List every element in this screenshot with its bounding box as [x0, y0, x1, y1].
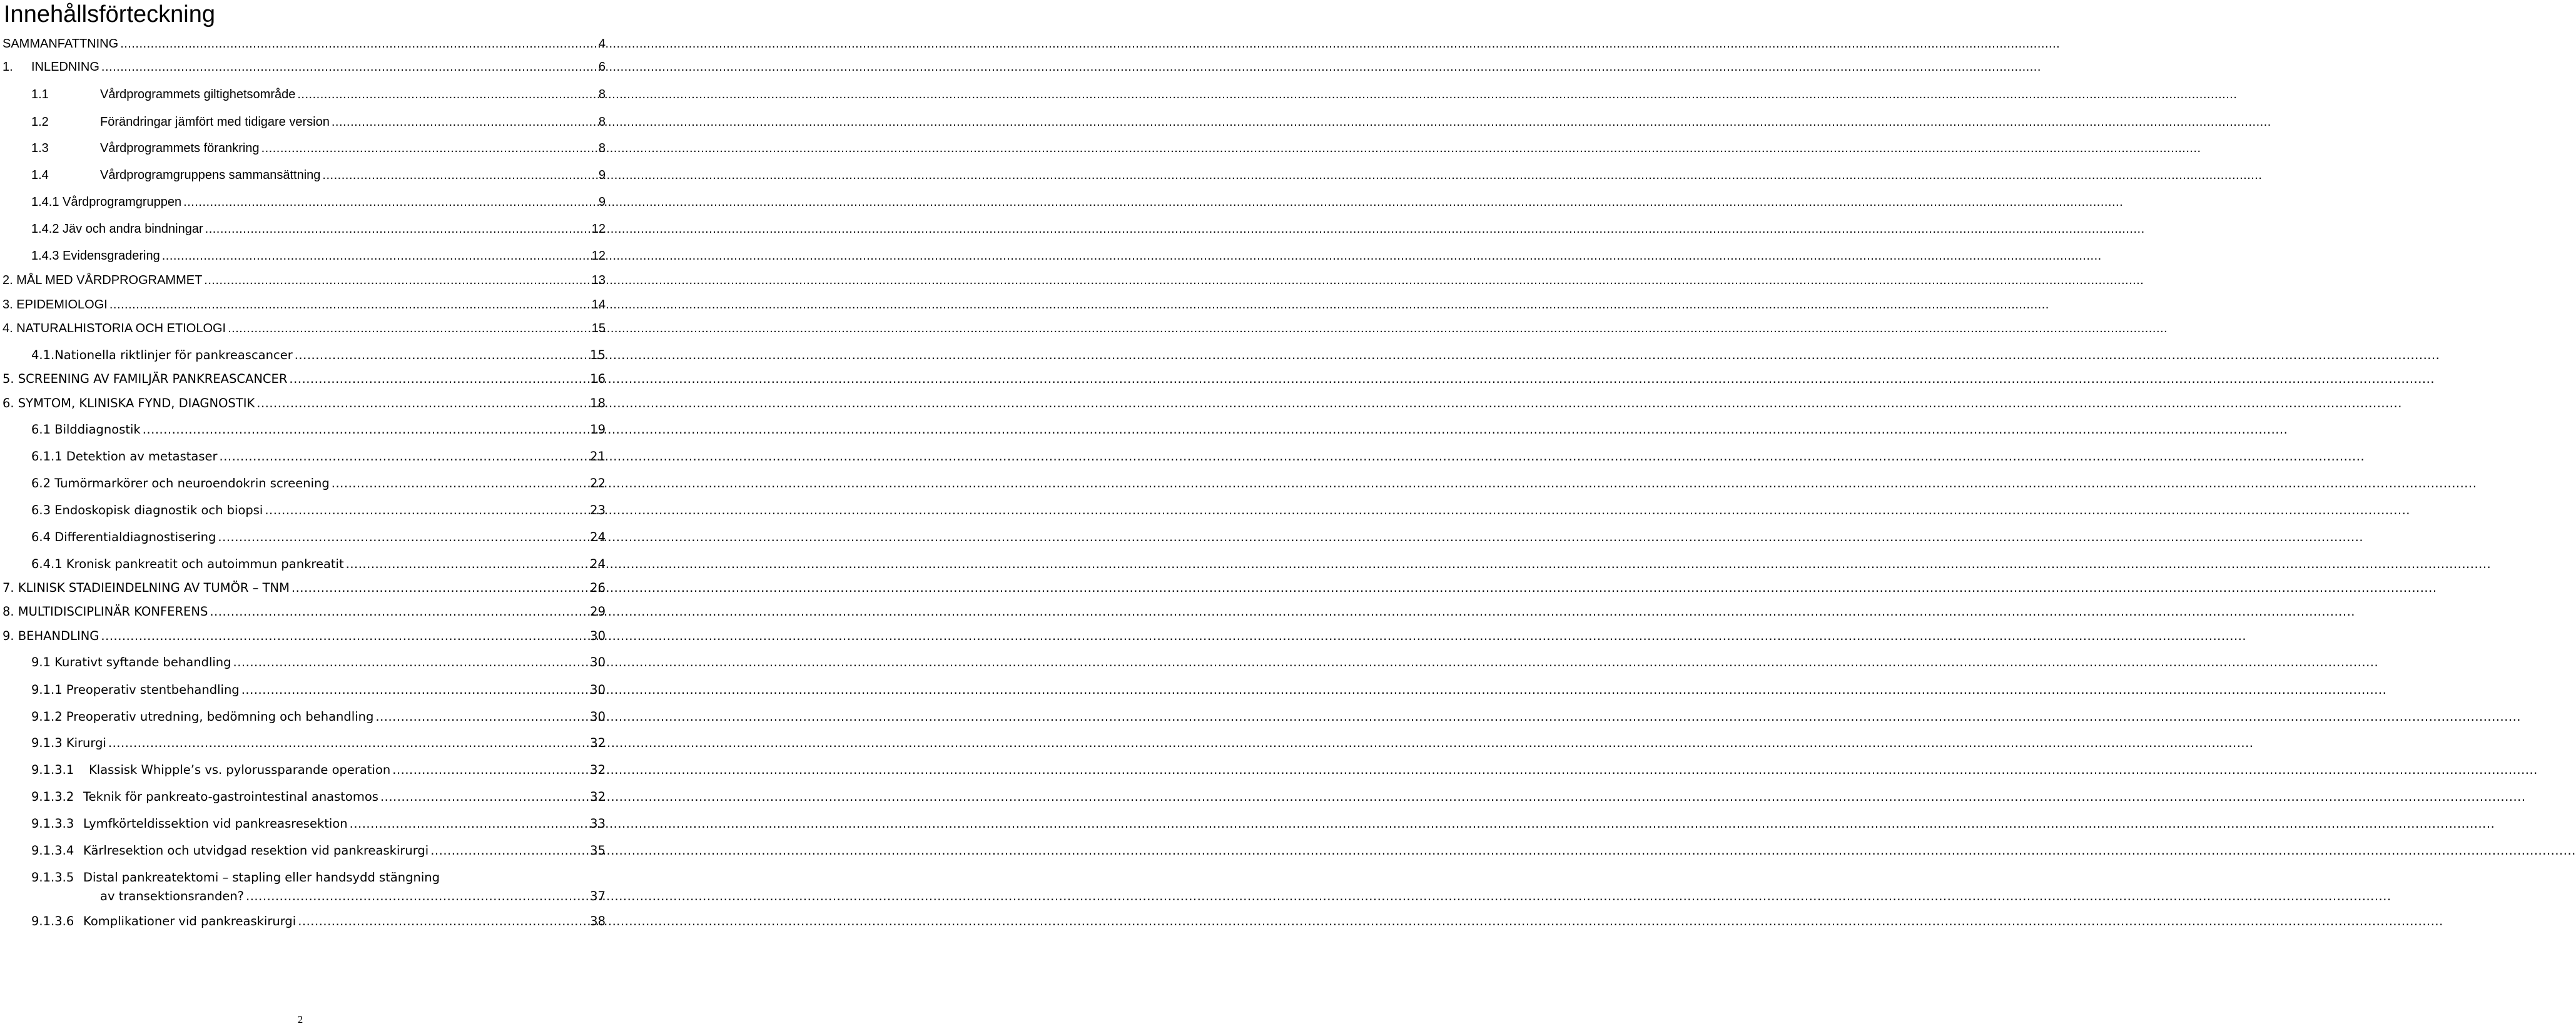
toc-entry-text: Teknik för pankreato-gastrointestinal anastomos [83, 790, 378, 804]
toc-entry[interactable] [0, 528, 606, 547]
toc-entry[interactable] [0, 474, 606, 493]
toc-entry-text: 9. BEHANDLING [3, 629, 99, 643]
toc-entry[interactable] [0, 139, 606, 158]
toc-entry-page: 32 [590, 736, 606, 750]
toc-entry[interactable] [0, 220, 606, 238]
toc-entry-text: 9.1 Kurativt syftande behandling [31, 655, 231, 669]
page-number: 2 [297, 1013, 303, 1025]
toc-entry[interactable] [0, 815, 606, 833]
toc-entry[interactable] [0, 319, 606, 338]
toc-entry[interactable] [0, 246, 606, 265]
toc-entry-page: 14 [591, 298, 606, 312]
toc-entry[interactable] [0, 85, 606, 104]
toc-entry[interactable] [0, 34, 606, 53]
toc-entry-page: 19 [590, 422, 606, 437]
toc-entry[interactable] [0, 653, 606, 672]
toc-leader [108, 734, 2254, 753]
toc-entry-page: 16 [590, 372, 606, 386]
toc-entry[interactable] [0, 113, 606, 131]
toc-entry-text: Komplikationer vid pankreaskirurgi [83, 914, 297, 928]
toc-entry-page: 24 [590, 530, 606, 544]
toc-entry-text: 8. MULTIDISCIPLINÄR KONFERENS [3, 604, 208, 619]
toc-entry-page: 32 [590, 790, 606, 804]
toc-leader [233, 653, 2379, 672]
toc-leader [346, 555, 2492, 574]
toc-entry-text: 6.1.1 Detektion av metastaser [31, 449, 218, 464]
toc-entry-text: 6.3 Endoskopisk diagnostik och biopsi [31, 503, 263, 517]
toc-entry-text: Vårdprogramgruppens sammansättning [100, 168, 321, 182]
toc-leader [332, 474, 2477, 493]
toc-leader [332, 113, 2271, 131]
toc-entry[interactable] [0, 627, 606, 646]
toc-entry-text: 6. SYMTOM, KLINISKA FYND, DIAGNOSTIK [3, 396, 255, 410]
toc-entry-page: 26 [590, 581, 606, 595]
toc-leader [101, 627, 2246, 646]
toc-entry-text: 6.4.1 Kronisk pankreatit och autoimmun pankreatit [31, 557, 344, 571]
toc-entry[interactable] [0, 579, 606, 597]
toc-entry-text-continued: av transektionsranden? [100, 889, 245, 903]
toc-entry-text: Lymfkörteldissektion vid pankreasresektion [83, 816, 348, 831]
toc-leader [143, 420, 2288, 439]
toc-entry[interactable] [0, 708, 606, 726]
toc-leader [120, 34, 2060, 53]
toc-entry-number: 1.4 [31, 168, 49, 182]
toc-entry-text: INLEDNING [31, 60, 99, 74]
toc-entry-number: 1.1 [31, 88, 49, 101]
toc-entry[interactable] [0, 602, 606, 621]
toc-entry-text: Förändringar jämfört med tidigare version [100, 115, 330, 129]
toc-entry-number: 1.3 [31, 141, 49, 155]
toc-entry-page: 38 [590, 914, 606, 928]
toc-entry-number: 1.2 [31, 115, 49, 129]
toc-entry-page: 29 [590, 604, 606, 619]
toc-entry[interactable] [0, 681, 606, 699]
toc-title: Innehållsförteckning [4, 1, 215, 28]
toc-entry-text: 2. MÅL MED VÅRDPROGRAMMET [3, 273, 203, 287]
toc-entry[interactable] [0, 295, 606, 314]
toc-leader [220, 447, 2365, 466]
toc-entry[interactable] [0, 501, 606, 520]
toc-entry-page: 22 [590, 476, 606, 490]
toc-entry-number: 1. [3, 60, 13, 74]
toc-entry-text: Klassisk Whipple’s vs. pylorussparande operation [89, 763, 391, 777]
toc-entry[interactable] [0, 447, 606, 466]
toc-entry[interactable] [0, 394, 606, 413]
toc-entry-page: 21 [590, 449, 606, 464]
toc-entry-page: 18 [590, 396, 606, 410]
toc-entry-page: 12 [591, 249, 606, 263]
toc-entry[interactable] [0, 734, 606, 753]
toc-entry-page: 35 [590, 843, 606, 858]
toc-entry[interactable] [0, 788, 606, 806]
toc-leader [289, 370, 2435, 388]
toc-entry[interactable] [0, 193, 606, 211]
toc-entry-text: 9.1.3 Kirurgi [31, 736, 106, 750]
toc-leader [228, 319, 2168, 338]
toc-entry-page: 9 [598, 195, 606, 209]
toc-leader [183, 193, 2123, 211]
toc-entry-text: 6.1 Bilddiagnostik [31, 422, 141, 437]
toc-entry-page: 8 [598, 115, 606, 129]
toc-entry-page: 12 [591, 222, 606, 236]
toc-entry-text: 1.4.2 Jäv och andra bindningar [31, 222, 203, 236]
toc-leader [261, 139, 2201, 158]
toc-entry[interactable] [0, 555, 606, 574]
toc-leader [210, 602, 2355, 621]
toc-list [0, 0, 606, 1001]
toc-entry-text: 1.4.3 Evidensgradering [31, 249, 160, 263]
toc-entry-number: 9.1.3.6 [31, 914, 74, 928]
toc-entry-page: 24 [590, 557, 606, 571]
toc-leader [430, 841, 2576, 860]
toc-entry[interactable] [0, 370, 606, 388]
toc-entry-page: 15 [591, 322, 606, 335]
toc-entry[interactable] [0, 420, 606, 439]
toc-entry-number: 9.1.3.1 [31, 763, 74, 777]
toc-leader [350, 815, 2495, 833]
toc-leader [375, 708, 2521, 726]
toc-entry-number: 9.1.3.5 [31, 870, 74, 885]
toc-entry-page: 30 [590, 709, 606, 724]
toc-entry-text: 6.2 Tumörmarkörer och neuroendokrin screening [31, 476, 330, 490]
toc-entry-text: 7. KLINISK STADIEINDELNING AV TUMÖR – TNM [3, 581, 290, 595]
toc-leader [204, 271, 2144, 290]
toc-entry-number: 9.1.3.2 [31, 790, 74, 804]
toc-leader [298, 912, 2443, 931]
toc-entry[interactable] [0, 346, 606, 365]
toc-entry-text: 9.1.1 Preoperativ stentbehandling [31, 683, 240, 697]
toc-leader [392, 761, 2538, 780]
toc-leader [295, 346, 2440, 365]
toc-entry-page: 30 [590, 655, 606, 669]
toc-entry-text: SAMMANFATTNING [3, 37, 119, 51]
toc-entry-text: 4.1.Nationella riktlinjer för pankreascancer [31, 348, 293, 362]
toc-entry-text: 4. NATURALHISTORIA OCH ETIOLOGI [3, 322, 226, 335]
toc-entry-page: 4 [598, 37, 606, 51]
toc-entry-page: 6 [598, 60, 606, 74]
toc-entry[interactable] [0, 166, 606, 185]
toc-leader [205, 220, 2145, 238]
toc-entry-page: 15 [590, 348, 606, 362]
toc-entry[interactable] [0, 841, 606, 860]
toc-entry-number: 9.1.3.3 [31, 816, 74, 831]
toc-entry-page: 8 [598, 141, 606, 155]
toc-entry-page: 32 [590, 763, 606, 777]
toc-entry-text: Vårdprogrammets förankring [100, 141, 260, 155]
toc-entry-page: 30 [590, 683, 606, 697]
toc-entry-page: 33 [590, 816, 606, 831]
toc-entry-page: 37 [590, 889, 606, 903]
toc-leader [380, 788, 2526, 806]
toc-entry-page: 13 [591, 273, 606, 287]
toc-entry[interactable] [0, 761, 606, 780]
toc-entry-text: 1.4.1 Vårdprogramgruppen [31, 195, 182, 209]
toc-entry-page: 30 [590, 629, 606, 643]
toc-entry[interactable] [0, 912, 606, 931]
toc-entry-text: Kärlresektion och utvidgad resektion vid pankreaskirurgi [83, 843, 429, 858]
toc-leader [109, 295, 2049, 314]
toc-leader [218, 528, 2363, 547]
toc-entry-page: 8 [598, 88, 606, 101]
toc-entry-text: 9.1.2 Preoperativ utredning, bedömning och behandling [31, 709, 374, 724]
toc-entry-page: 9 [598, 168, 606, 182]
toc-entry-page: 23 [590, 503, 606, 517]
toc-leader [241, 681, 2387, 699]
toc-entry[interactable] [0, 271, 606, 290]
toc-entry-number: 9.1.3.4 [31, 843, 74, 858]
toc-entry-text: Vårdprogrammets giltighetsområde [100, 88, 296, 101]
toc-entry[interactable] [0, 868, 606, 906]
toc-leader [101, 58, 2041, 76]
toc-leader [162, 246, 2102, 265]
toc-entry-text: 3. EPIDEMIOLOGI [3, 298, 108, 312]
toc-entry-text: Distal pankreatektomi – stapling eller handsydd stängning [83, 870, 440, 885]
toc-entry-text: 5. SCREENING AV FAMILJÄR PANKREASCANCER [3, 372, 288, 386]
toc-entry-text: 6.4 Differentialdiagnostisering [31, 530, 216, 544]
toc-leader [322, 166, 2262, 185]
toc-entry[interactable] [0, 58, 606, 76]
toc-leader [292, 579, 2437, 597]
